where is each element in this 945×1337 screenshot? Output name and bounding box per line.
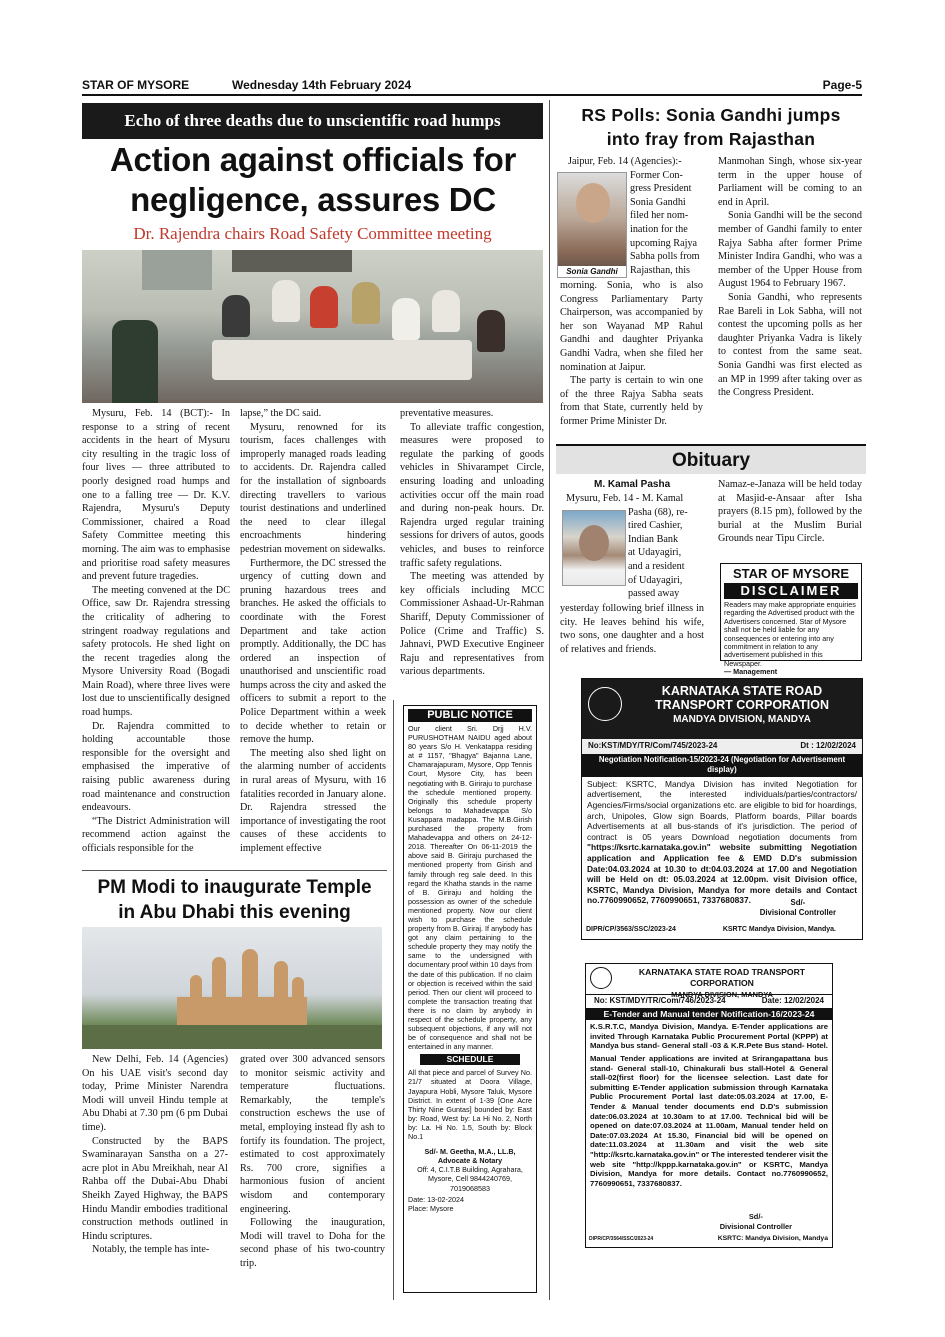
disclaimer-body: Readers may make appropriate enquiries regarding the Advertised product with the Advertisers concerned. Star of Mysore shall not be held liable for any consequences or entering into any commitment in relation to any advertisement published in this Newspaper. xyxy=(724,600,856,668)
ad2-sign: Sd/- xyxy=(748,1211,763,1221)
lead-paragraph: “The District Administration will recommend action against the officials responsible for the xyxy=(82,815,230,854)
meeting-photo xyxy=(82,250,543,403)
paper-name: STAR OF MYSORE xyxy=(82,78,190,92)
obit-wrap-line: passed away xyxy=(628,588,680,600)
pm-paragraph: Constructed by the BAPS Swaminarayan Sanstha on a 27-acre plot in Abu Mreikhah, near Al Rahba off the Dubai-Abu Dhabi Sheikh Zayed Highway, the BAPS Hindu Mandir embodies traditional construction methods outlined in Hindu scriptures. xyxy=(82,1135,228,1242)
public-notice-title: PUBLIC NOTICE xyxy=(408,709,532,722)
ad1-code: DIPR/CP/3563/SSC/2023-24 xyxy=(586,926,676,934)
pm-headline-line1: PM Modi to inaugurate Temple xyxy=(97,877,372,898)
obituary-body: yesterday following brief illness in city. He leaves behind his wife, two sons, one daughter and a host of relatives and friends. xyxy=(560,603,704,655)
lead-subhead: Dr. Rajendra chairs Road Safety Committee meeting xyxy=(133,224,492,243)
lead-column-3 xyxy=(400,407,544,679)
issue-date: Wednesday 14th February 2024 xyxy=(232,78,412,92)
lead-paragraph: The meeting convened at the DC Office, saw Dr. Rajendra stressing the criticality of adhering to stringent roadway regulations and safety protocols. He shed light on the recent tragedies along the Mysore University Road (Bogadi Main Road), where three lives were lost due to unscientifically designed road humps. xyxy=(82,584,230,719)
pm-paragraph: New Delhi, Feb. 14 (Agencies) On his UAE visit's second day today, Prime Minister Narendra Modi will unveil Hindu temple at Abu Dhabi at 7.30 pm (6 pm Dubai time). xyxy=(82,1054,228,1133)
notice-date: Date: 13-02-2024 xyxy=(408,1194,464,1204)
ad1-date: Dt : 12/02/2024 xyxy=(800,741,856,750)
lead-paragraph: Dr. Rajendra committed to holding accountable those responsible for the oversight and emphasised the imperative of raising public awareness during road maintenance and construction endeavours. xyxy=(82,720,230,814)
ad1-bold: "https://ksrtc.karnataka.gov.in" website submitting Negotiation application and Application fee & EMD D.D's submission Date:04.03.2024 at 10.30 to dt:04.03.2024 at 17.00 and Negotiation will be Held on dt: 05.03.2024 at 12.00pm. visit Division office, KSRTC, Mandya Division, Mandya for more details and Contact no.7760990652, 7760990651, 7337680837. xyxy=(587,842,857,906)
obit-wrap-line: Mysuru, Feb. 14 - M. Kamal xyxy=(566,493,684,504)
rs-column-1 xyxy=(560,279,703,429)
disclaimer-title: DISCLAIMER xyxy=(724,583,858,599)
obit-wrap-line: Indian Bank xyxy=(628,533,679,545)
ad1-body: Subject: KSRTC, Mandya Division has invited Negotiation for advertisement, the interested individuals/parties/contractors/ Agencies/Firms/social organizations etc. are eligible to bid for hoardings, arch, Unipoles, Glow sign Boards, Platform boards, Pillar boards Advertisements at all bus-stands of it's jurisdiction. The period of contract is 05 years Download negotiation documents from xyxy=(587,778,857,842)
rs-headline xyxy=(556,103,866,151)
ad1-division: MANDYA DIVISION, MANDYA xyxy=(673,714,811,725)
ksrtc-ad-1 xyxy=(581,678,863,940)
rs-paragraph: The party is certain to win one of the three Rajya Sabha seats from that State, currently held by former Prime Minister Dr. xyxy=(560,375,703,427)
ad1-strip: Negotiation Notification-15/2023-24 (Negotiation for Advertisement display) xyxy=(582,754,862,777)
rs-paragraph: Manmohan Singh, whose six-year term in the upper house of Parliament will be coming to an end in April. xyxy=(718,156,862,208)
ad1-org-line1: KARNATAKA STATE ROAD xyxy=(661,684,823,698)
obituary-column-2: Namaz-e-Janaza will be held today at Masjid-e-Ansaar after Isha prayers (8.15 pm), followed by the burial at the Muslim Burial Grounds near Tipu Circle. xyxy=(718,479,862,545)
obit-wrap-line: tired Cashier, xyxy=(628,520,683,532)
lead-headline-line2: negligence, assures DC xyxy=(130,181,496,218)
obituary-name: M. Kamal Pasha xyxy=(594,479,671,490)
ad2-sign-org: KSRTC: Mandya Division, Mandya xyxy=(717,1235,828,1243)
lead-paragraph: preventative measures. xyxy=(400,408,494,419)
temple-photo xyxy=(82,927,382,1049)
public-notice xyxy=(403,705,537,1293)
pm-column-1 xyxy=(82,1053,228,1257)
ad2-date: Date: 12/02/2024 xyxy=(761,996,824,1005)
rs-wrap-line: filed her nom- xyxy=(630,210,689,222)
pm-headline-line2: in Abu Dhabi this evening xyxy=(118,902,351,923)
lead-headline xyxy=(78,140,548,220)
lead-column-2 xyxy=(240,407,386,856)
rs-wrap-lines xyxy=(568,155,702,277)
page-number: Page-5 xyxy=(822,78,862,92)
ad2-code: DIPR/CP/3564/SSC/2023-24 xyxy=(589,1236,654,1243)
ksrtc-emblem-icon xyxy=(590,967,612,989)
ad1-ref: No:KST/MDY/TR/Com/745/2023-24 xyxy=(588,741,718,750)
lead-paragraph: Mysuru, renowned for its tourism, faces challenges with improperly managed roads leading to accidents. Dr. Rajendra called for the installation of signboards directing travellers to various tourist destinations and underlined the need to clear illegal encroachments hindering pedestrian movement on sidewalks. xyxy=(240,421,386,555)
rs-wrap-line: Former Con- xyxy=(630,169,683,181)
ad2-sign-title: Divisional Controller xyxy=(719,1222,792,1232)
lead-paragraph: Mysuru, Feb. 14 (BCT):- In response to a string of recent accidents in the heart of Mysuru city resulting in the tragic loss of four lives — three attributed to poorly designed road humps and one to a falling tree — Dr. K.V. Rajendra, Mysuru's Deputy Commissioner, chaired a Road Safety Committee meeting this morning. The aim was to emphasise and prioritise road safety measures and prevent future tragedies. xyxy=(82,408,230,583)
rs-wrap-line: Rajasthan, this xyxy=(630,264,690,276)
masthead xyxy=(82,78,862,96)
pm-headline xyxy=(82,875,387,925)
obit-wrap-line: Pasha (68), re- xyxy=(628,506,688,518)
rs-paragraph: Sonia Gandhi will be the second member of Gandhi family to enter Rajya Sabha after former Prime Minister Indira Gandhi, who was a member of the Upper House from August 1964 to February 1967. xyxy=(718,210,862,290)
lead-paragraph: To alleviate traffic congestion, measures were proposed to regulate the parking of goods vehicles in Shivarampet Circle, ensuring loading and unloading activities occur off the main road and during non-peak hours. Dr. Rajendra urged regular training sessions for drivers of autos, goods vehicles, and buses to reinforce traffic safety regulations. xyxy=(400,421,544,569)
pm-paragraph: Notably, the temple has inte- xyxy=(92,1244,210,1256)
rs-wrap-line: Sonia Gandhi xyxy=(630,196,686,208)
rs-paragraph: Sonia Gandhi, who represents Rae Bareli in Lok Sabha, will not contest the upcoming polls as her daughter Priyanka Vadra is likely to contest from the same seat. Sonia Gandhi was first elected as an MP in 1999 after taking over as the Congress President. xyxy=(718,291,862,399)
photo-caption: Sonia Gandhi xyxy=(558,266,626,277)
sonia-gandhi-photo xyxy=(557,172,627,278)
notice-place: Place: Mysore xyxy=(408,1203,454,1213)
lead-paragraph: The meeting was attended by key officials including MCC Commissioner Ashaad-Ur-Rahman Shariff, Deputy Commissioner of Police (Crime and Traffic) S. Jahnavi, PWD Executive Engineer Raju and representatives from various departments. xyxy=(400,571,544,678)
obit-wrap-line: of Udayagiri, xyxy=(628,574,683,586)
rs-column-2 xyxy=(718,155,862,400)
notice-sign: Sd/- M. Geetha, M.A., LL.B, Advocate & Notary xyxy=(424,1147,516,1166)
ksrtc-emblem-icon xyxy=(588,687,622,721)
ad2-strip: E-Tender and Manual tender Notification-16/2023-24 xyxy=(586,1008,832,1021)
lead-kicker: Echo of three deaths due to unscientific road humps xyxy=(82,103,543,139)
pm-column-2 xyxy=(240,1053,385,1271)
lead-paragraph: lapse,” the DC said. xyxy=(240,408,322,419)
ad1-header xyxy=(582,679,862,739)
rs-wrap-line: upcoming Rajya xyxy=(630,237,698,249)
schedule-title: SCHEDULE xyxy=(420,1054,520,1065)
lead-column-1 xyxy=(82,407,230,856)
ad2-division: MANDYA DIVISION, MANDYA xyxy=(671,990,773,999)
rs-wrap-line: Jaipur, Feb. 14 (Agencies):- xyxy=(568,156,682,167)
disclaimer-sign: — Management xyxy=(724,667,778,677)
lead-paragraph: Furthermore, the DC stressed the urgency of cutting down and pruning hazardous trees and branches. He asked the officials to coordinate with the Forest Department and take action promptly. Additionally, the DC has ordered an inspection of unauthorised and unscientific road humps across the city and asked the officers to submit a report to the Police Department within a week to decide whether to retain or remove the hump. xyxy=(240,557,386,746)
kamal-pasha-photo xyxy=(562,510,626,586)
disclaimer-logo: STAR OF MYSORE xyxy=(732,566,850,581)
rs-wrap-line: ination for the xyxy=(630,223,688,235)
rs-paragraph: morning. Sonia, who is also Congress Parliamentary Party Chairperson, was accompanied by her son Wayanad MP Rahul Gandhi and daughter Priyanka Gandhi Vadra, when she filed her nomination at Jaipur. xyxy=(560,280,703,373)
notice-address: Off: 4, C.I.T.B Building, Agrahara, Mysore, Cell 9844240769, 7019068583 xyxy=(417,1165,523,1193)
obit-wrap-line: and a resident xyxy=(628,560,685,572)
ad1-org-line2: TRANSPORT CORPORATION xyxy=(654,698,830,712)
rs-headline-line1: RS Polls: Sonia Gandhi jumps xyxy=(581,105,841,125)
lead-headline-line1: Action against officials for xyxy=(110,141,516,178)
ad2-paragraph-1: K.S.R.T.C, Mandya Division, Mandya. E-Tender applications are invited Through Karnataka Public Procurement Portal (KPPP) at Mandya bus stand- General stall -03 & K.R.Pete Bus stand- Hotel. xyxy=(590,1022,828,1051)
obituary-header: Obituary xyxy=(556,444,866,474)
ad2-org: KARNATAKA STATE ROAD TRANSPORT CORPORATION xyxy=(638,967,806,988)
pm-paragraph: Following the inauguration, Modi will travel to Doha for the second phase of his two-country trip. xyxy=(240,1217,385,1269)
ad1-sign: Sd/- xyxy=(790,897,806,907)
rs-headline-line2: into fray from Rajasthan xyxy=(606,129,816,149)
disclaimer-box xyxy=(720,563,862,677)
ad2-ref: No: KST/MDY/TR/Com/746/2023-24 xyxy=(594,996,726,1005)
ad1-sign-org: KSRTC Mandya Division, Mandya. xyxy=(722,926,836,934)
rs-wrap-line: gress President xyxy=(630,183,692,195)
ad1-sign-title: Divisional Controller xyxy=(759,908,836,918)
obit-wrap-line: at Udayagiri, xyxy=(628,547,682,559)
lead-paragraph: The meeting also shed light on the alarming number of accidents in rural areas of Mysuru, with 16 fatalities recorded in January alone. Dr. Rajendra stressed the importance of investigating the root causes of these accidents to implement effective xyxy=(240,747,386,854)
ksrtc-ad-2 xyxy=(585,963,833,1248)
ad2-paragraph-2: Manual Tender applications are invited at Srirangapattana bus stand- General stall-10, Chinakurali bus stall-Hotel & General stall-02(first floor) for the licensee selection. Last date for submitting E-Tender application submission through Karnataka Public Procurement Portal last date:05.03.2024 at 17.00, E-Tender & Manual tender documents end D.D's submission date:06.03.2024 at 10.30am to at 17.00. Technical bid will be opened on date:07.03.2024 at 11.00am, Manual tender held on Date:07.03.2024 At 15.30, Financial bid will be opened on date:11.03.2024 at 11.30am and visit the web site "http://ksrtc.karnataka.gov.in" or The interested tenderer visit the web site "http://kppp.karnataka.gov.in" or KSRTC, Mandya Division, Mandya for more details. Contact no.7760990652, 7760990651, 7337680837. xyxy=(590,1053,828,1188)
schedule-body: All that piece and parcel of Survey No. 21/7 situated at Doora Village, Jayapura Hobli, Mysore Taluk, Mysore District. In extent of 1-39 [One Acre Thirty Nine Guntas] bounded by: East by: Road, West by: La Hi No. 2, North by: La. Hi No. 1.5, South by: Block No.1 xyxy=(408,1068,532,1142)
public-notice-body: Our client Sri. Drjj H.V. PURUSHOTHAM NAIDU aged about 80 years S/o H. Venkatappa residing at # 1157, "Bhagya" Bajanna Lane, Chamarajapuram, Mysore, Opp Tennis Court, Mysore City, has been negotiating with B. Giriraju to purchase the schedule mentioned property. Originally this schedule property belongs to Mahadevappa S/o Kusappara madappa. The M.B.Girish purchased the property from Mahadevappa and others on 24-12-2018. Thereafter On 06-11-2019 the above said B. Giriraju purchased the mentioned property from Girish and family through reg sale deed. In this regard the Khatha stands in the name of B. Giriraju and holding the possession as owner of the schedule mentioned property. Now our client wish to purchase the schedule property from B. Giriraj. If anybody has got any claim pertaining to the schedule property they may notify the same to the undersigned with documentary proof within 10 days from the date of this publication. If no claim or objection is received within the said period. Then our client will proceed to complete the transaction treating that there is no claim by anybody in respect of the schedule property, any subsequent objections, if any will not be of consequence and shall not be entertained in any manner. xyxy=(408,724,532,1052)
pm-paragraph: grated over 300 advanced sensors to monitor seismic activity and temperature fluctuations. Remarkably, the temple's construction eschews the use of metal, employing instead fly ash to fortify its foundation. The project, estimated to cost approximately Rs. 700 crore, signifies a harmonious fusion of ancient wisdom and contemporary engineering. xyxy=(240,1054,385,1215)
obituary-wrap xyxy=(566,492,704,601)
rs-wrap-line: Sabha polls from xyxy=(630,251,700,263)
